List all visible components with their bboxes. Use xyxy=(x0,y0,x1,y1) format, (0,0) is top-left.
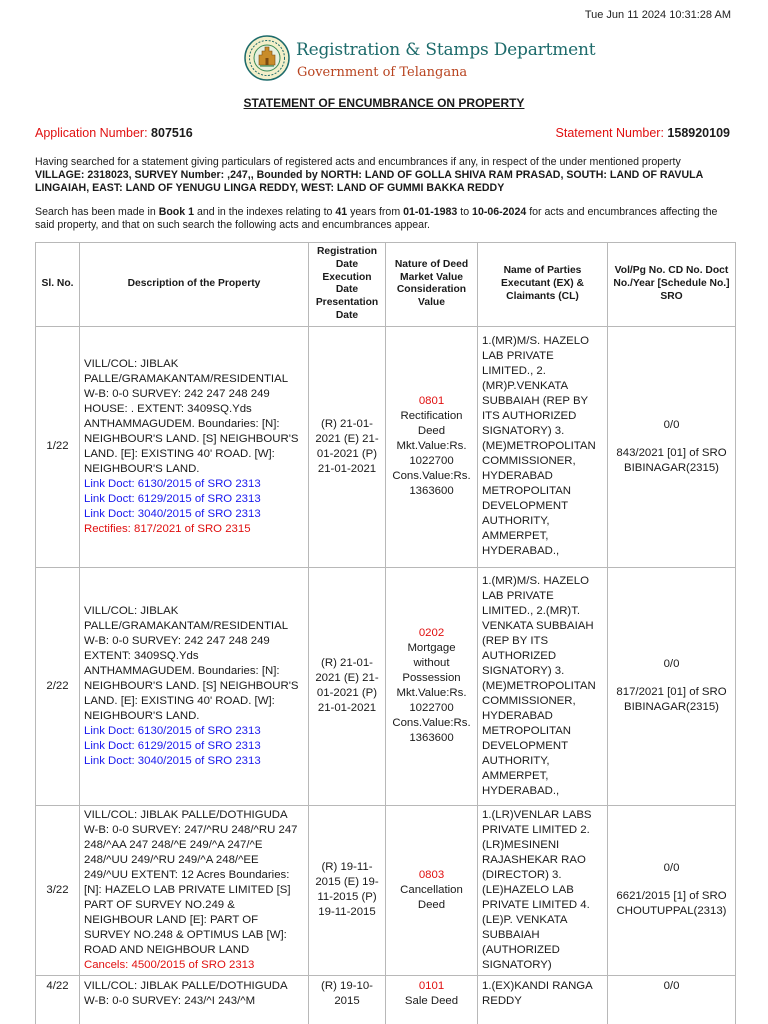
document-number: 6621/2015 [1] of SRO CHOUTUPPAL(2313) xyxy=(616,890,727,918)
link-document[interactable]: Link Doct: 6129/2015 of SRO 2313 xyxy=(84,739,261,752)
header-parties: Name of Parties Executant (EX) & Claimants (CL) xyxy=(478,243,608,327)
numbers-row xyxy=(35,126,730,140)
deed-code: 0801 xyxy=(418,395,445,408)
row-deed xyxy=(386,567,478,805)
row-parties: 1.(MR)M/S. HAZELO LAB PRIVATE LIMITED., 2.(MR)P.VENKATA SUBBAIAH (REP BY ITS AUTHORIZED SIGNATORY) 3.(ME)METROPOLITAN COMMISSIONER, HYDERABAD METROPOLITAN DEVELOPMENT AUTHORITY, AMMERPET, HYDERABAD., xyxy=(478,326,608,567)
vol-cd: 0/0 xyxy=(663,979,680,992)
header-nature-of-deed: Nature of Deed Market Value Consideration Value xyxy=(386,243,478,327)
link-document[interactable]: Link Doct: 3040/2015 of SRO 2313 xyxy=(84,754,261,767)
deed-details: Rectification Deed Mkt.Value:Rs. 1022700 Cons.Value:Rs. 1363600 xyxy=(392,410,471,498)
property-description: VILL/COL: JIBLAK PALLE/DOTHIGUDA W-B: 0-0 SURVEY: 247/^RU 248/^RU 247 248/^AA 247 248/^E 249/^A 247/^E 248/^UU 249/^RU 249/^A 248/^EE 249/^UU EXTENT: 12 Acres Boundaries: [N]: HAZELO LAB PRIVATE LIMITED [S] PART OF SURVEY NO.249 & NEIGHBOUR LAND [E]: PART OF SURVEY NO.248 & OPTIMUS LAB [W]: ROAD AND NEIGHBOUR LAND xyxy=(84,808,298,956)
deed-details: Sale Deed xyxy=(404,994,459,1007)
search-years: 41 xyxy=(335,206,348,218)
row-description xyxy=(80,975,309,1024)
row-vol-pg xyxy=(608,805,736,975)
search-from-date: 01-01-1983 xyxy=(403,206,458,218)
row-dates: (R) 19-10-2015 xyxy=(309,975,386,1024)
header-sl-no: Sl. No. xyxy=(36,243,80,327)
row-parties: 1.(EX)KANDI RANGA REDDY xyxy=(478,975,608,1024)
search-scope xyxy=(35,206,722,232)
application-number xyxy=(35,126,193,140)
table-row xyxy=(36,975,736,1024)
row-sl-no: 3/22 xyxy=(36,805,80,975)
link-document[interactable]: Link Doct: 3040/2015 of SRO 2313 xyxy=(84,507,261,520)
deed-details: Cancellation Deed xyxy=(400,883,463,911)
department-name: Registration & Stamps Department xyxy=(296,40,596,60)
government-name: Government of Telangana xyxy=(297,65,468,80)
statement-number xyxy=(556,126,730,140)
header-description: Description of the Property xyxy=(80,243,309,327)
property-description: VILL/COL: JIBLAK PALLE/GRAMAKANTAM/RESIDENTIAL W-B: 0-0 SURVEY: 242 247 248 249 HOUSE: . EXTENT: 3409SQ.Yds ANTHAMMAGUDEM. Boundaries: [N]: NEIGHBOUR'S LAND. [S] NEIGHBOUR'S LAND. [E]: EXISTING 40' ROAD. [W]: NEIGHBOUR'S LAND. xyxy=(84,357,299,475)
row-dates: (R) 21-01-2021 (E) 21-01-2021 (P) 21-01-2021 xyxy=(309,567,386,805)
print-timestamp: Tue Jun 11 2024 10:31:28 AM xyxy=(584,9,731,21)
row-vol-pg xyxy=(608,975,736,1024)
row-vol-pg xyxy=(608,567,736,805)
row-sl-no: 2/22 xyxy=(36,567,80,805)
property-description: VILL/COL: JIBLAK PALLE/GRAMAKANTAM/RESIDENTIAL W-B: 0-0 SURVEY: 242 247 248 249 EXTENT: 3409SQ.Yds ANTHAMMAGUDEM. Boundaries: [N]: NEIGHBOUR'S LAND. [S] NEIGHBOUR'S LAND. [E]: EXISTING 40' ROAD. [W]: NEIGHBOUR'S LAND. xyxy=(84,604,299,722)
statement-number-value: 158920109 xyxy=(667,126,730,140)
row-sl-no: 1/22 xyxy=(36,326,80,567)
row-deed xyxy=(386,326,478,567)
row-parties: 1.(MR)M/S. HAZELO LAB PRIVATE LIMITED., 2.(MR)T. VENKATA SUBBAIAH (REP BY ITS AUTHORIZED SIGNATORY) 3.(ME)METROPOLITAN COMMISSIONER, HYDERABAD METROPOLITAN DEVELOPMENT AUTHORITY, AMMERPET, HYDERABAD., xyxy=(478,567,608,805)
vol-cd: 0/0 xyxy=(663,658,680,671)
document-number: 843/2021 [01] of SRO BIBINAGAR(2315) xyxy=(616,446,727,474)
table-row xyxy=(36,567,736,805)
application-number-value: 807516 xyxy=(151,126,193,140)
search-scope-text: Search has been made in xyxy=(35,206,159,218)
document-number: 817/2021 [01] of SRO BIBINAGAR(2315) xyxy=(616,686,727,714)
row-dates: (R) 21-01-2021 (E) 21-01-2021 (P) 21-01-2021 xyxy=(309,326,386,567)
vol-cd: 0/0 xyxy=(663,418,680,431)
application-number-label: Application Number: xyxy=(35,126,148,140)
table-row xyxy=(36,326,736,567)
row-description xyxy=(80,326,309,567)
rectifies-document[interactable]: Rectifies: 817/2021 of SRO 2315 xyxy=(84,522,251,535)
row-dates: (R) 19-11-2015 (E) 19-11-2015 (P) 19-11-2015 xyxy=(309,805,386,975)
search-intro xyxy=(35,156,722,195)
vol-cd: 0/0 xyxy=(663,862,680,875)
row-deed xyxy=(386,805,478,975)
search-intro-text: Having searched for a statement giving particulars of registered acts and encumbrances if any, in respect of the under mentioned property xyxy=(35,156,681,168)
link-document[interactable]: Link Doct: 6130/2015 of SRO 2313 xyxy=(84,724,261,737)
property-description: VILL/COL: JIBLAK PALLE/DOTHIGUDA W-B: 0-0 SURVEY: 243/^I 243/^M xyxy=(84,979,287,1007)
row-sl-no: 4/22 xyxy=(36,975,80,1024)
search-book: Book 1 xyxy=(158,206,195,218)
header-registration-date: Registration Date Execution Date Presentation Date xyxy=(309,243,386,327)
search-scope-text: for acts and encumbrances affecting the said property, and that on such search the following acts and encumbrances appear. xyxy=(35,206,718,231)
search-scope-text: and in the indexes relating to xyxy=(194,206,336,218)
statement-title: STATEMENT OF ENCUMBRANCE ON PROPERTY xyxy=(243,96,525,110)
row-description xyxy=(80,805,309,975)
row-deed xyxy=(386,975,478,1024)
encumbrance-table xyxy=(35,242,736,1024)
statement-number-label: Statement Number: xyxy=(555,126,664,140)
deed-code: 0803 xyxy=(418,868,445,881)
deed-details: Mortgage without Possession Mkt.Value:Rs. 1022700 Cons.Value:Rs. 1363600 xyxy=(392,642,471,745)
cancels-document[interactable]: Cancels: 4500/2015 of SRO 2313 xyxy=(84,958,255,971)
link-document[interactable]: Link Doct: 6130/2015 of SRO 2313 xyxy=(84,477,261,490)
search-scope-text: to xyxy=(457,206,473,218)
table-row xyxy=(36,805,736,975)
row-description xyxy=(80,567,309,805)
deed-code: 0101 xyxy=(418,979,445,992)
header-vol-pg: Vol/Pg No. CD No. Doct No./Year [Schedule No.] SRO xyxy=(608,243,736,327)
department-header xyxy=(0,34,768,84)
property-details: VILLAGE: 2318023, SURVEY Number: ,247,, Bounded by NORTH: LAND OF GOLLA SHIVA RAM PRASAD, SOUTH: LAND OF RAVULA LINGAIAH, EAST: LAND OF YENUGU LINGA REDDY, WEST: LAND OF GUMMI BAKKA REDDY xyxy=(35,169,703,194)
search-scope-text: years from xyxy=(347,206,404,218)
row-vol-pg xyxy=(608,326,736,567)
deed-code: 0202 xyxy=(418,627,445,640)
search-to-date: 10-06-2024 xyxy=(472,206,527,218)
link-document[interactable]: Link Doct: 6129/2015 of SRO 2313 xyxy=(84,492,261,505)
table-header-row xyxy=(36,243,736,327)
row-parties: 1.(LR)VENLAR LABS PRIVATE LIMITED 2.(LR)MESINENI RAJASHEKAR RAO (DIRECTOR) 3.(LE)HAZELO LAB PRIVATE LIMITED 4.(LE)P. VENKATA SUBBAIAH (AUTHORIZED SIGNATORY) xyxy=(478,805,608,975)
telangana-emblem-icon xyxy=(244,35,290,81)
